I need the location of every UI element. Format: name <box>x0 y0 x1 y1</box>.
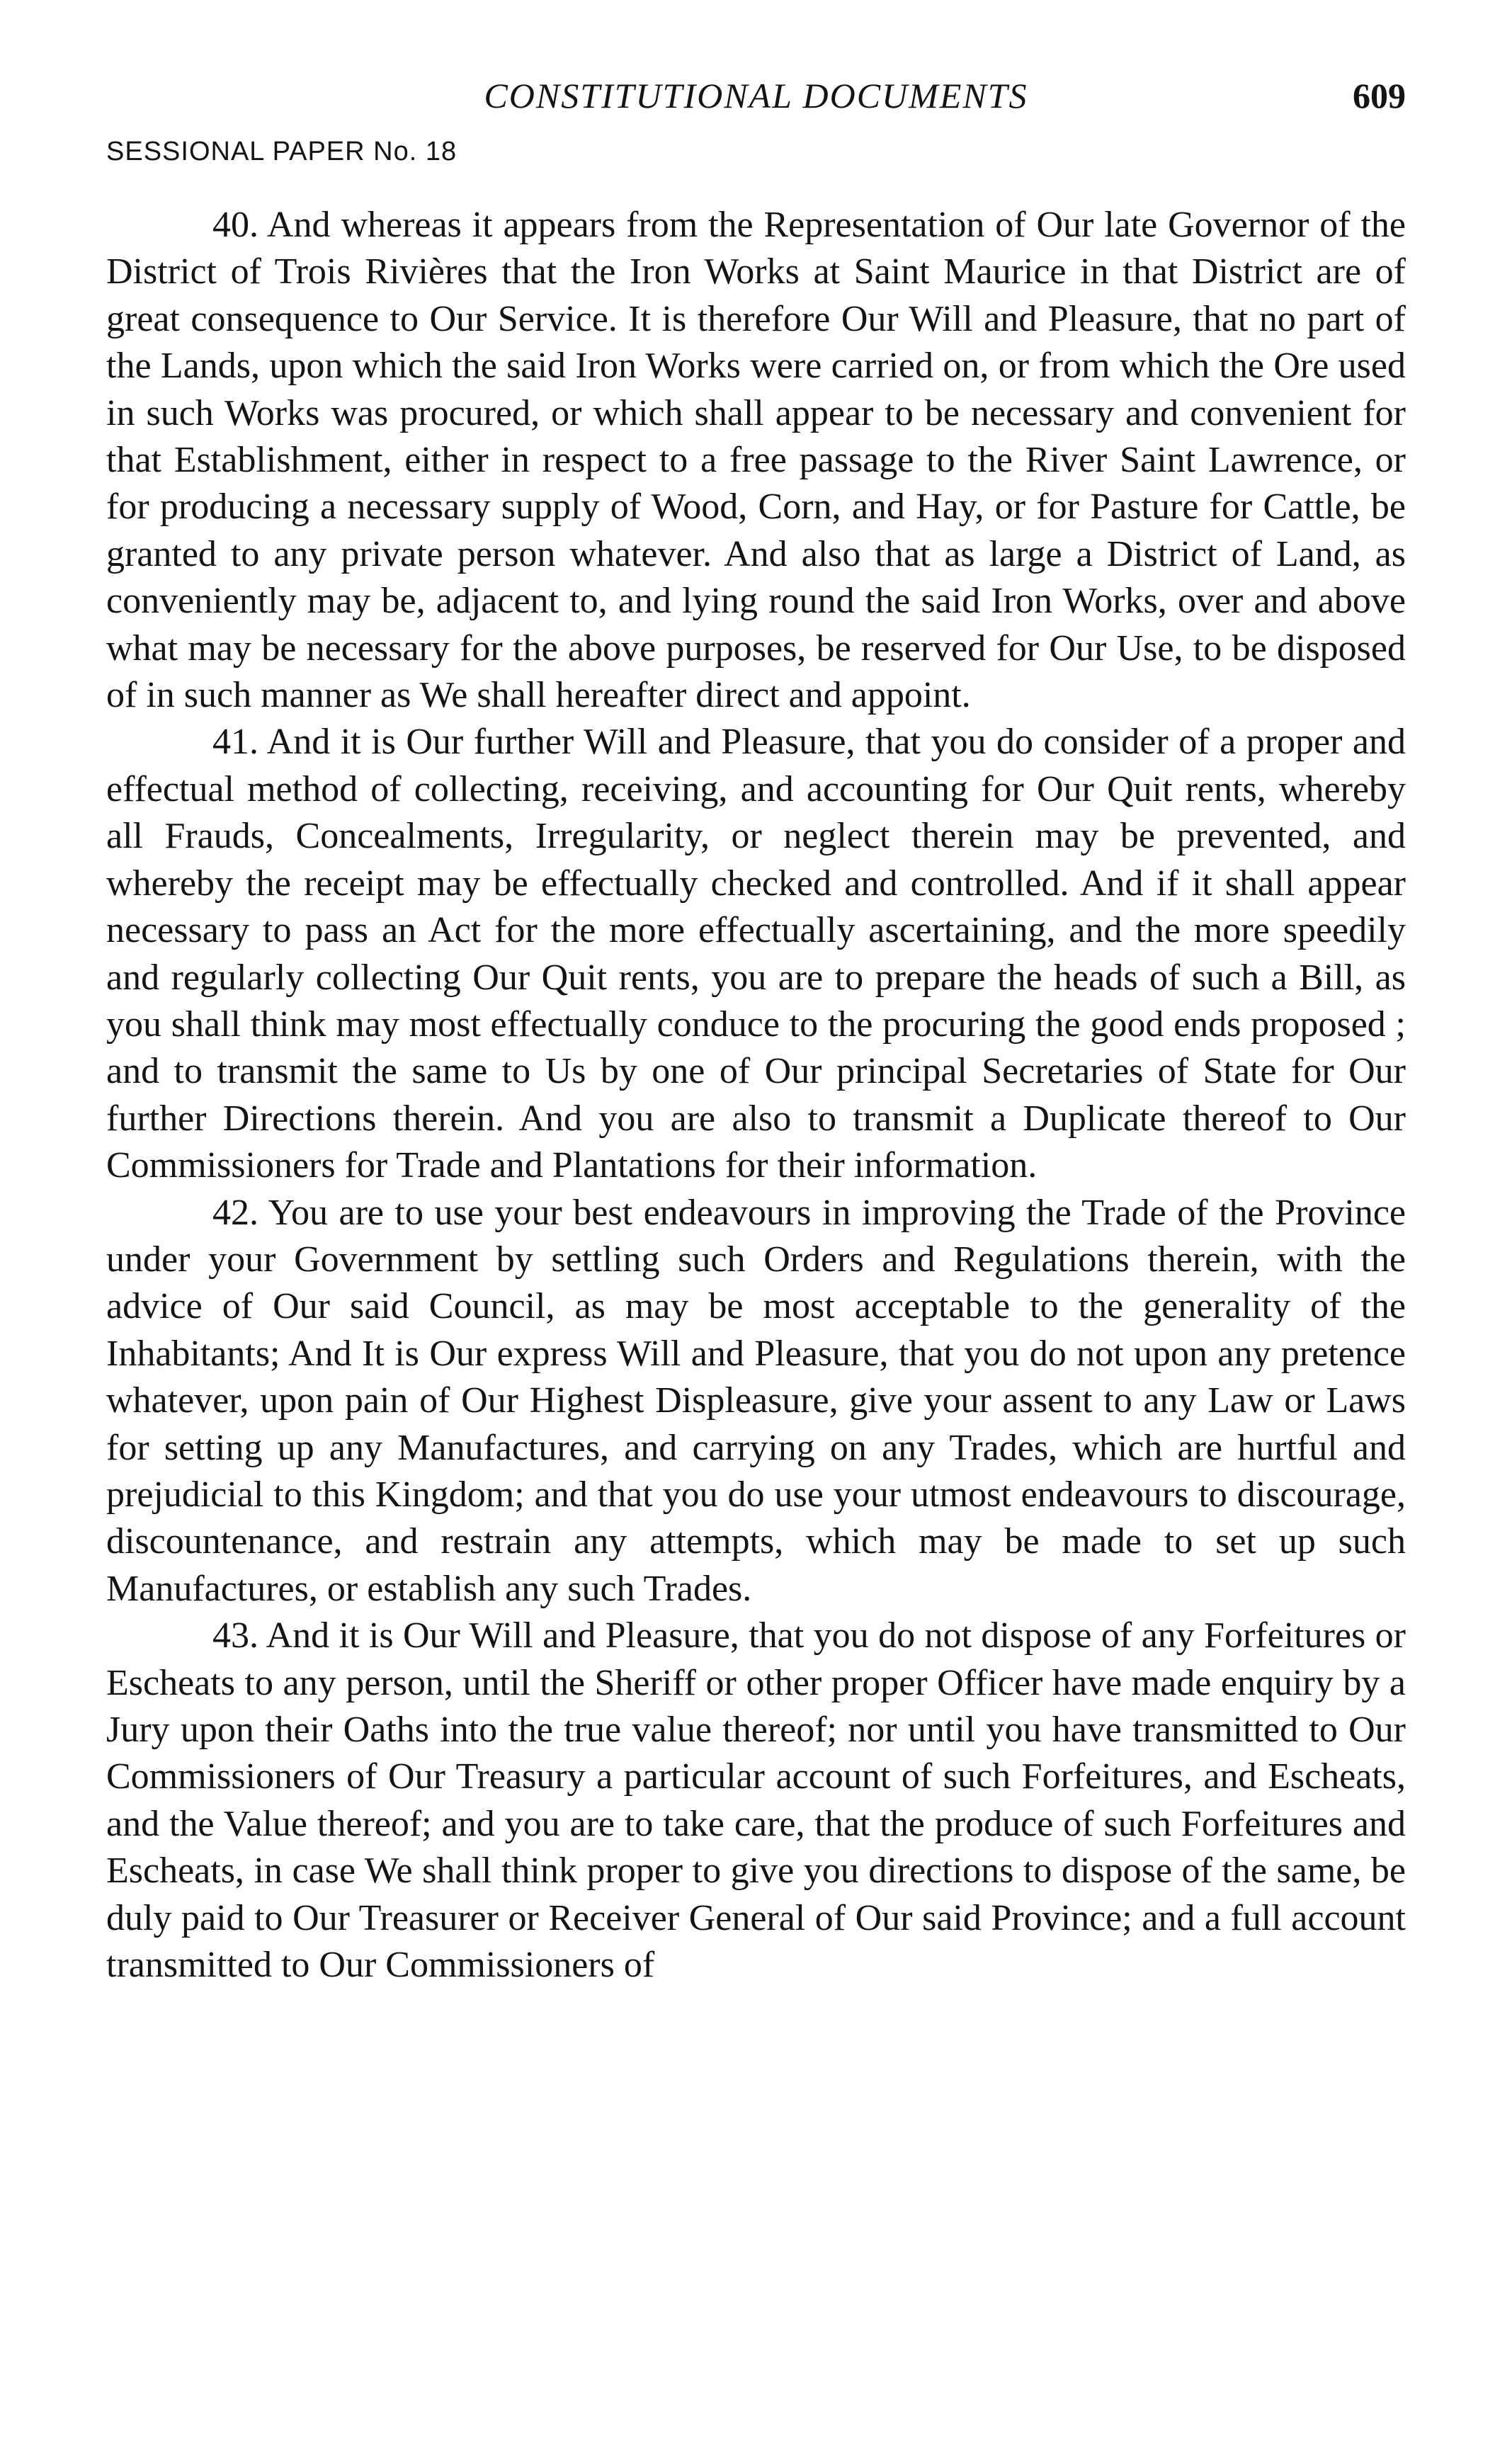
running-head <box>106 74 1406 125</box>
running-title: CONSTITUTIONAL DOCUMENTS <box>484 76 1028 115</box>
paragraph-40: 40. And whereas it appears from the Representation of Our late Governor of the District of Trois Rivières that the Iron Works at Saint Maurice in that District are of great consequence to Our Service. It is therefore Our Will and Pleasure, that no part of the Lands, upon which the said Iron Works were carried on, or from which the Ore used in such Works was procured, or which shall appear to be necessary and convenient for that Establishment, either in respect to a free passage to the River Saint Lawrence, or for producing a necessary supply of Wood, Corn, and Hay, or for Pasture for Cattle, be granted to any private person whatever. And also that as large a District of Land, as conveniently may be, adjacent to, and lying round the said Iron Works, over and above what may be necessary for the above purposes, be reserved for Our Use, to be disposed of in such manner as We shall hereafter direct and appoint. <box>106 205 1406 716</box>
paragraph-41: 41. And it is Our further Will and Pleasure, that you do consider of a proper and effectual method of collecting, receiving, and accounting for Our Quit rents, whereby all Frauds, Concealments, Irregularity, or neglect therein may be prevented, and whereby the receipt may be effectually checked and controlled. And if it shall appear necessary to pass an Act for the more effectually ascertaining, and the more speedily and regularly collecting Our Quit rents, you are to prepare the heads of such a Bill, as you shall think may most effectually conduce to the procuring the good ends proposed ; and to transmit the same to Us by one of Our principal Secretaries of State for Our further Directions therein. And you are also to transmit a Duplicate thereof to Our Commissioners for Trade and Plantations for their information. <box>106 722 1406 1186</box>
page-number: 609 <box>1353 76 1406 115</box>
document-page <box>106 74 1406 2411</box>
body-text <box>106 202 1406 1989</box>
paragraph-43: 43. And it is Our Will and Pleasure, that you do not dispose of any Forfeitures or Escheats to any person, until the Sheriff or other proper Officer have made enquiry by a Jury upon their Oaths into the true value thereof; nor until you have transmitted to Our Commissioners of Our Treasury a particular account of such Forfeitures, and Escheats, and the Value thereof; and you are to take care, that the produce of such Forfeitures and Escheats, in case We shall think proper to give you directions to dispose of the same, be duly paid to Our Treasurer or Receiver General of Our said Province; and a full account transmitted to Our Commissioners of <box>106 1615 1406 1986</box>
paragraph-42: 42. You are to use your best endeavours in improving the Trade of the Province under your Government by settling such Orders and Regulations therein, with the advice of Our said Council, as may be most acceptable to the generality of the Inhabitants; And It is Our express Will and Pleasure, that you do not upon any pretence whatever, upon pain of Our Highest Displeasure, give your assent to any Law or Laws for setting up any Manufactures, and carrying on any Trades, which are hurtful and prejudicial to this Kingdom; and that you do use your utmost endeavours to discourage, discountenance, and restrain any attempts, which may be made to set up such Manufactures, or establish any such Trades. <box>106 1192 1406 1609</box>
sessional-paper-label: SESSIONAL PAPER No. 18 <box>106 137 457 166</box>
